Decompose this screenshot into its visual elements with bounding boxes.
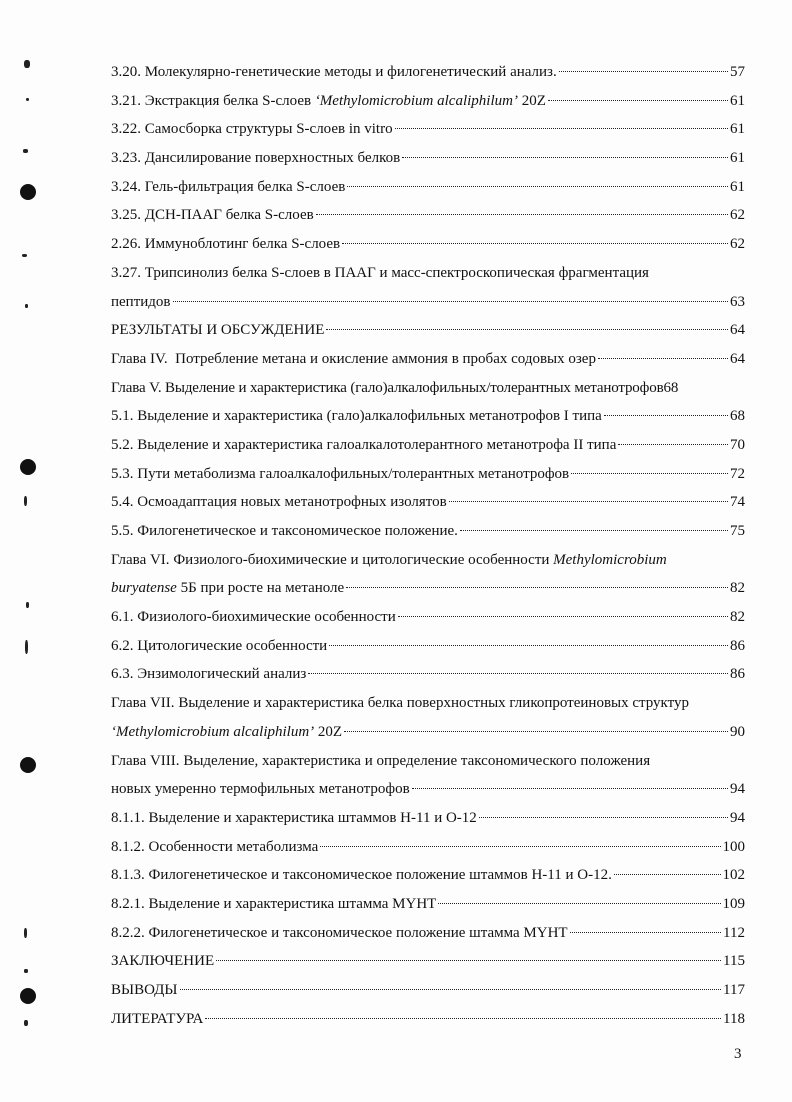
toc-entry[interactable] bbox=[111, 546, 745, 575]
toc-entry-title: Глава VII. Выделение и характеристика белка поверхностных гликопротеиновых структур bbox=[111, 695, 690, 712]
page-number: 3 bbox=[734, 1046, 742, 1062]
toc-page-number: 82 bbox=[730, 609, 745, 626]
toc-entry-title: 8.1.2. Особенности метаболизма bbox=[111, 838, 319, 855]
toc-entry[interactable] bbox=[111, 517, 745, 546]
toc-page-number: 86 bbox=[730, 637, 745, 654]
toc-entry[interactable] bbox=[111, 87, 745, 116]
toc-entry[interactable] bbox=[111, 603, 745, 632]
toc-page-number: 94 bbox=[730, 781, 745, 798]
toc-page-number: 90 bbox=[730, 723, 745, 740]
toc-entry-title: buryatense 5Б при росте на метаноле bbox=[111, 580, 345, 597]
toc-entry[interactable] bbox=[111, 919, 745, 948]
toc-entry[interactable] bbox=[111, 402, 745, 431]
toc-entry-title: 8.2.1. Выделение и характеристика штамма MYHT bbox=[111, 895, 437, 912]
toc-entry[interactable] bbox=[111, 689, 745, 718]
toc-entry-title: 3.25. ДСН-ПААГ белка S-слоев bbox=[111, 207, 314, 224]
dot-leader bbox=[570, 932, 721, 933]
toc-page-number: 70 bbox=[730, 436, 745, 453]
dot-leader bbox=[308, 673, 728, 674]
toc-page-number: 102 bbox=[722, 867, 745, 884]
toc-entry[interactable] bbox=[111, 431, 745, 460]
dot-leader bbox=[216, 960, 721, 961]
toc-entry[interactable] bbox=[111, 115, 745, 144]
toc-entry-title: 8.1.1. Выделение и характеристика штаммов Н-11 и О-12 bbox=[111, 809, 477, 826]
toc-entry-title: 5.1. Выделение и характеристика (гало)алкалофильных метанотрофов I типа bbox=[111, 408, 602, 425]
toc-entry[interactable] bbox=[111, 230, 745, 259]
toc-entry-continuation[interactable] bbox=[111, 288, 745, 317]
toc-entry-title: Глава V. Выделение и характеристика (гало)алкалофильных/толерантных метанотрофов bbox=[111, 379, 664, 396]
toc-entry[interactable] bbox=[111, 201, 745, 230]
toc-page-number: 100 bbox=[722, 838, 745, 855]
toc-page-number: 118 bbox=[723, 1010, 745, 1027]
toc-entry-title: 3.24. Гель-фильтрация белка S-слоев bbox=[111, 178, 346, 195]
toc-page-number: 86 bbox=[730, 666, 745, 683]
dot-leader bbox=[342, 243, 728, 244]
toc-entry-title: 3.20. Молекулярно-генетические методы и филогенетический анализ. bbox=[111, 64, 557, 80]
toc-entry-title: Глава IV. Потребление метана и окисление аммония в пробах содовых озер bbox=[111, 350, 596, 367]
toc-page-number: 64 bbox=[730, 322, 745, 339]
dot-leader bbox=[398, 616, 728, 617]
scan-speck bbox=[23, 149, 28, 153]
toc-page-number: 61 bbox=[730, 150, 745, 167]
toc-page-number: 94 bbox=[730, 809, 745, 826]
dot-leader bbox=[548, 100, 728, 101]
toc-entry-title: 5.4. Осмоадаптация новых метанотрофных изолятов bbox=[111, 494, 447, 511]
toc-entry[interactable] bbox=[111, 460, 745, 489]
toc-entry-title: Глава VIII. Выделение, характеристика и определение таксономического положения bbox=[111, 752, 651, 769]
toc-entry-title: 5.5. Филогенетическое и таксономическое положение. bbox=[111, 523, 458, 539]
toc-entry-title: 8.1.3. Филогенетическое и таксономическое положение штаммов Н-11 и О-12. bbox=[111, 867, 612, 884]
toc-entry[interactable] bbox=[111, 660, 745, 689]
dot-leader bbox=[559, 71, 728, 72]
toc-entry[interactable] bbox=[111, 804, 745, 833]
toc-entry-title: 3.21. Экстракция белка S-слоев ‘Methylomicrobium alcaliphilum’ 20Z bbox=[111, 92, 546, 109]
dot-leader bbox=[438, 903, 720, 904]
toc-entry-title: РЕЗУЛЬТАТЫ И ОБСУЖДЕНИЕ bbox=[111, 322, 325, 339]
toc-page-number: 62 bbox=[730, 207, 745, 224]
punch-hole bbox=[20, 184, 36, 200]
dot-leader bbox=[402, 157, 728, 158]
toc-entry[interactable] bbox=[111, 259, 745, 288]
toc-entry[interactable] bbox=[111, 316, 745, 345]
punch-hole bbox=[20, 988, 36, 1004]
toc-entry-title: 6.1. Физиолого-биохимические особенности bbox=[111, 609, 396, 626]
toc-entry-title: 3.23. Дансилирование поверхностных белков bbox=[111, 150, 401, 167]
scan-speck bbox=[24, 969, 28, 973]
toc-entry[interactable] bbox=[111, 632, 745, 661]
table-of-contents bbox=[111, 58, 745, 1033]
scan-speck bbox=[24, 60, 30, 68]
toc-page-number: 68 bbox=[663, 379, 679, 396]
toc-entry[interactable] bbox=[111, 976, 745, 1005]
toc-page-number: 112 bbox=[723, 924, 745, 941]
toc-entry-title: ЗАКЛЮЧЕНИЕ bbox=[111, 953, 215, 970]
toc-entry[interactable] bbox=[111, 58, 745, 87]
toc-page-number: 63 bbox=[730, 293, 745, 310]
toc-entry-continuation[interactable] bbox=[111, 718, 745, 747]
toc-entry-title: пептидов bbox=[111, 293, 171, 310]
toc-entry-title: 5.3. Пути метаболизма галоалкалофильных/толерантных метанотрофов bbox=[111, 465, 570, 482]
toc-entry-title: 3.27. Трипсинолиз белка S-слоев в ПААГ и масс-спектроскопическая фрагментация bbox=[111, 264, 649, 281]
scan-speck bbox=[24, 928, 27, 938]
toc-entry-title: 6.3. Энзимологический анализ bbox=[111, 666, 307, 683]
toc-page-number: 68 bbox=[730, 408, 745, 425]
scan-speck bbox=[26, 602, 29, 608]
toc-entry-title: Глава VI. Физиолого-биохимические и цитологические особенности Methylomicrobium bbox=[111, 551, 667, 568]
dot-leader bbox=[173, 301, 728, 302]
toc-entry[interactable] bbox=[111, 374, 745, 403]
toc-entry[interactable] bbox=[111, 833, 745, 862]
dot-leader bbox=[614, 874, 721, 875]
scan-speck bbox=[24, 496, 27, 506]
toc-entry-title: 6.2. Цитологические особенности bbox=[111, 637, 328, 654]
toc-entry-title: новых умеренно термофильных метанотрофов bbox=[111, 781, 410, 798]
toc-page-number: 64 bbox=[730, 350, 745, 367]
dot-leader bbox=[449, 501, 728, 502]
dot-leader bbox=[395, 128, 728, 129]
toc-entry[interactable] bbox=[111, 345, 745, 374]
dot-leader bbox=[180, 989, 722, 990]
toc-page-number: 75 bbox=[730, 523, 745, 539]
dot-leader bbox=[346, 587, 728, 588]
scan-speck bbox=[25, 304, 28, 308]
dot-leader bbox=[316, 214, 728, 215]
toc-entry[interactable] bbox=[111, 488, 745, 517]
toc-entry[interactable] bbox=[111, 144, 745, 173]
toc-entry-continuation[interactable] bbox=[111, 574, 745, 603]
dot-leader bbox=[460, 530, 728, 531]
toc-entry[interactable] bbox=[111, 947, 745, 976]
toc-entry[interactable] bbox=[111, 1005, 745, 1034]
toc-entry-title: 5.2. Выделение и характеристика галоалкалотолерантного метанотрофа II типа bbox=[111, 436, 617, 453]
punch-hole bbox=[20, 459, 36, 475]
scan-speck bbox=[24, 1020, 28, 1026]
dot-leader bbox=[205, 1018, 721, 1019]
scan-speck bbox=[26, 98, 29, 101]
toc-page-number: 74 bbox=[730, 494, 745, 511]
toc-entry[interactable] bbox=[111, 861, 745, 890]
punch-hole bbox=[20, 757, 36, 773]
scan-speck bbox=[25, 640, 28, 654]
toc-entry[interactable] bbox=[111, 173, 745, 202]
dot-leader bbox=[479, 817, 728, 818]
dot-leader bbox=[618, 444, 728, 445]
dot-leader bbox=[412, 788, 728, 789]
toc-page-number: 62 bbox=[730, 236, 745, 253]
toc-entry-title: ‘Methylomicrobium alcaliphilum’ 20Z bbox=[111, 723, 343, 740]
toc-page-number: 115 bbox=[723, 953, 745, 970]
toc-page-number: 61 bbox=[730, 121, 745, 138]
toc-page-number: 117 bbox=[723, 982, 745, 998]
toc-entry-title: 2.26. Иммуноблотинг белка S-слоев bbox=[111, 236, 341, 253]
dot-leader bbox=[344, 731, 728, 732]
toc-page-number: 61 bbox=[730, 92, 745, 109]
toc-entry-title: ВЫВОДЫ bbox=[111, 982, 178, 998]
dot-leader bbox=[598, 358, 728, 359]
toc-entry-continuation[interactable] bbox=[111, 775, 745, 804]
dot-leader bbox=[329, 645, 728, 646]
toc-page-number: 57 bbox=[730, 64, 745, 80]
dot-leader bbox=[347, 186, 728, 187]
toc-entry[interactable] bbox=[111, 747, 745, 776]
toc-page-number: 61 bbox=[730, 178, 745, 195]
dot-leader bbox=[320, 846, 720, 847]
dot-leader bbox=[326, 329, 728, 330]
toc-entry-title: ЛИТЕРАТУРА bbox=[111, 1010, 204, 1027]
toc-entry[interactable] bbox=[111, 890, 745, 919]
toc-page-number: 109 bbox=[722, 895, 745, 912]
toc-page-number: 72 bbox=[730, 465, 745, 482]
toc-entry-title: 8.2.2. Филогенетическое и таксономическое положение штамма MYHT bbox=[111, 924, 568, 941]
toc-page-number: 82 bbox=[730, 580, 745, 597]
toc-entry-title: 3.22. Самосборка структуры S-слоев in vitro bbox=[111, 121, 393, 138]
dot-leader bbox=[571, 473, 728, 474]
scan-speck bbox=[22, 254, 27, 257]
dot-leader bbox=[604, 415, 728, 416]
